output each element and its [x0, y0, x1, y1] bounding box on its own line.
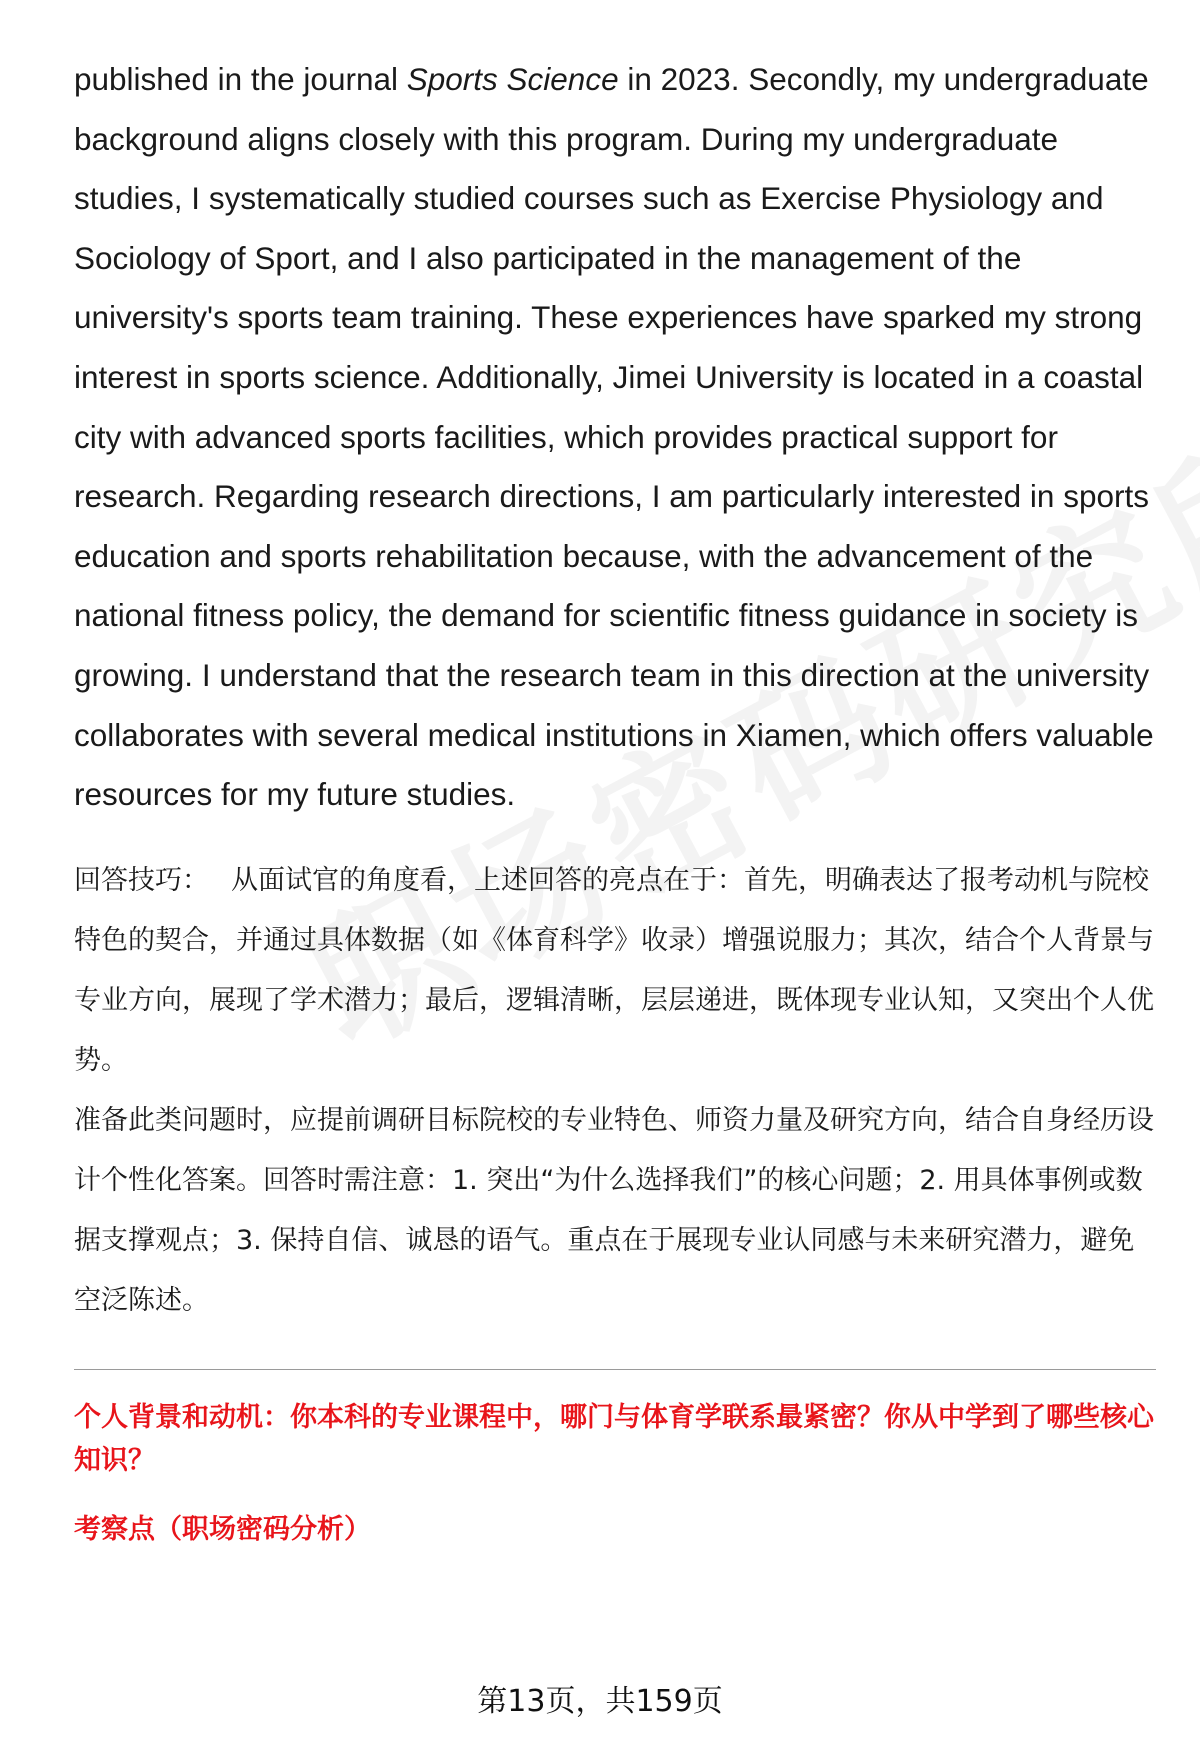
tips-text-1: 从面试官的角度看，上述回答的亮点在于：首先，明确表达了报考动机与院校特色的契合，并通过具体数据（如《体育科学》收录）增强说服力；其次，结合个人背景与专业方向，展现了学术潜力；最后，逻辑清晰，层层递进，既体现专业认知，又突出个人优势。 [74, 864, 1154, 1076]
journal-title: Sports Science [406, 61, 619, 97]
next-question: 个人背景和动机：你本科的专业课程中，哪门与体育学联系最紧密？你从中学到了哪些核心知识？ [74, 1401, 1154, 1476]
section-heading: 考察点（职场密码分析） [74, 1513, 371, 1545]
answer-tips [74, 851, 1154, 1331]
answer-paragraph [74, 50, 1154, 825]
tips-paragraph-1 [74, 851, 1154, 1091]
tips-label: 回答技巧： [74, 864, 209, 896]
page-content [74, 50, 1154, 1551]
section-divider [74, 1369, 1156, 1370]
answer-text-lead: published in the journal [74, 61, 407, 97]
page-number: 第13页，共159页 [477, 1684, 723, 1719]
answer-text-body: in 2023. Secondly, my undergraduate background aligns closely with this program. During my undergraduate studies, I systematically studied courses such as Exercise Physiology and Sociology of Sport, and I also participated in the management of the university's sports team training. These experiences have sparked my strong interest in sports science. Additionally, Jimei University is located in a coastal city with advanced sports facilities, which provides practical support for research. Regarding research directions, I am particularly interested in sports education and sports rehabilitation because, with the advancement of the national fitness policy, the demand for scientific fitness guidance in society is growing. I understand that the research team in this direction at the university collaborates with several medical institutions in Xiamen, which offers valuable resources for my future studies. [74, 61, 1154, 813]
tips-paragraph-2: 准备此类问题时，应提前调研目标院校的专业特色、师资力量及研究方向，结合自身经历设计个性化答案。回答时需注意：1. 突出“为什么选择我们”的核心问题；2. 用具体事例或数据支撑观点；3. 保持自信、诚恳的语气。重点在于展现专业认同感与未来研究潜力，避免空泛陈述。 [74, 1104, 1154, 1316]
